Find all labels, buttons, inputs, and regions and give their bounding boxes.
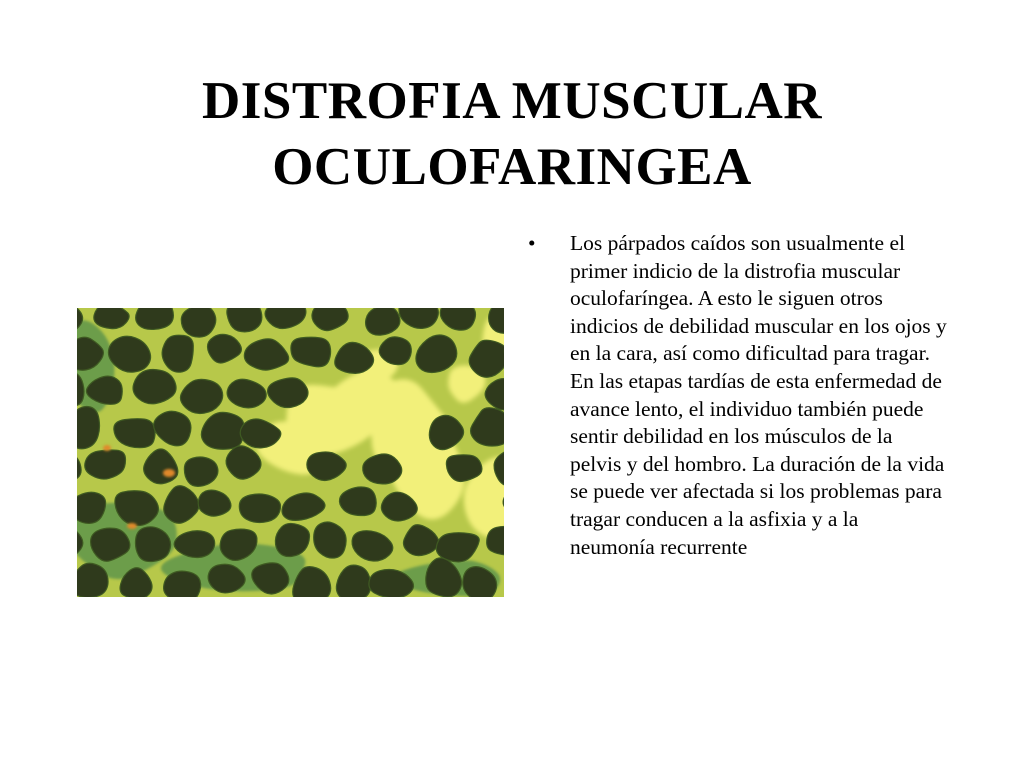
muscle-fiber <box>136 308 174 329</box>
bullet-text: Los párpados caídos son usualmente el primer indicio de la distrofia muscular oculofaríngea. A esto le siguen otros indicios de debilidad muscular en los ojos y en la cara, así como dificultad para tragar. En las etapas tardías de esta enfermedad de avance lento, el individuo también puede sentir debilidad en los músculos de la pelvis y del hombro. La duración de la vida se puede ver afectada si los problemas para tragar conducen a la asfixia y a la neumonía recurrente <box>570 231 947 559</box>
muscle-fiber <box>162 335 193 372</box>
micrograph-drawing <box>77 308 504 597</box>
muscle-fiber <box>164 571 201 597</box>
muscle-fiber <box>77 563 108 597</box>
muscle-fiber <box>339 487 376 516</box>
muscle-fiber <box>363 454 402 484</box>
orange-spot <box>163 469 175 477</box>
bullet-dot: • <box>528 231 536 255</box>
bullet-item <box>528 230 948 561</box>
orange-spot <box>103 445 111 451</box>
slide-title <box>60 68 964 200</box>
muscle-fiber <box>181 308 216 337</box>
orange-spot <box>127 523 137 529</box>
muscle-fiber <box>133 370 176 404</box>
muscle-fiber <box>239 494 280 523</box>
bullet-list <box>528 230 948 561</box>
muscle-biopsy-image <box>77 308 504 597</box>
title-line-1: DISTROFIA MUSCULAR <box>201 72 823 130</box>
muscle-fiber <box>94 308 129 329</box>
title-line-2: OCULOFARINGEA <box>272 138 752 196</box>
